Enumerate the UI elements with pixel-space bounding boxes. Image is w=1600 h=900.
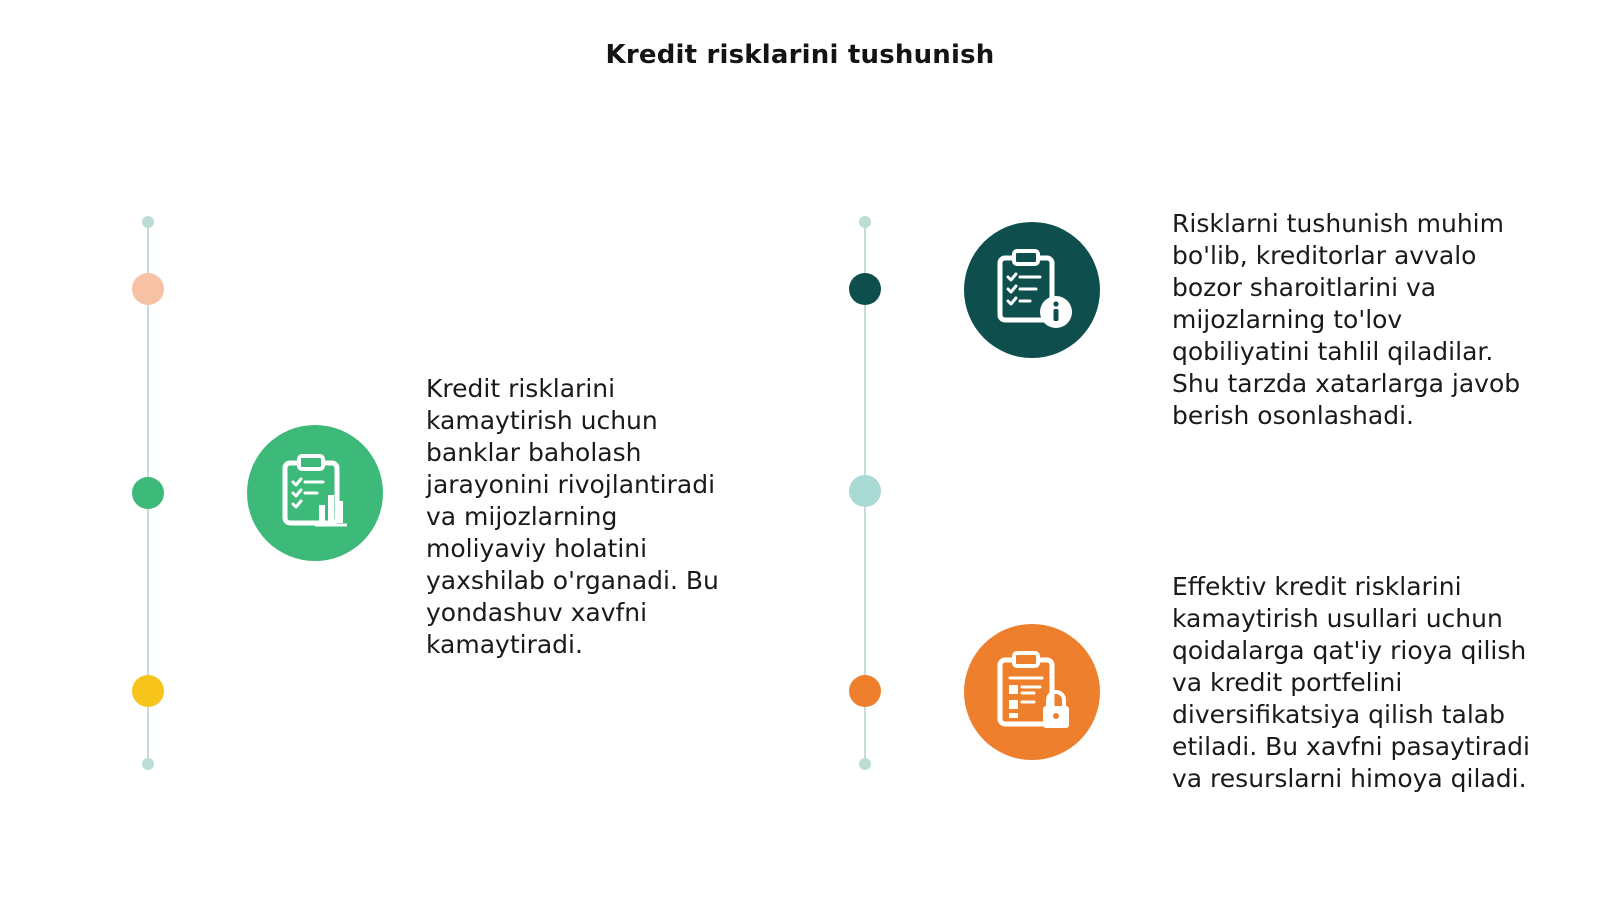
clipboard-chart-icon: [247, 425, 383, 561]
right-timeline-mint-dot: [849, 475, 881, 507]
item-3-text: Effektiv kredit risklarini kamaytirish usullari uchun qoidalarga qat'iy rioya qilish va kredit portfelini diversifikatsiya qilish talab etiladi. Bu xavfni pasaytiradi va resurslarni himoya qiladi.: [1172, 572, 1530, 793]
left-timeline-yellow-dot: [132, 675, 164, 707]
item-1-text: Kredit risklarini kamaytirish uchun banklar baholash jarayonini rivojlantiradi va mijozlarning moliyaviy holatini yaxshilab o'rganadi. Bu yondashuv xavfni kamaytiradi.: [426, 374, 719, 659]
left-timeline-end-dot: [142, 758, 154, 770]
right-timeline-teal-dot: [849, 273, 881, 305]
right-timeline-orange-dot: [849, 675, 881, 707]
left-timeline-start-dot: [142, 216, 154, 228]
right-timeline-end-dot: [859, 758, 871, 770]
clipboard-lock-icon: [964, 624, 1100, 760]
item-2-text: Risklarni tushunish muhim bo'lib, kreditorlar avvalo bozor sharoitlarini va mijozlarning to'lov qobiliyatini tahlil qiladilar. Shu tarzda xatarlarga javob berish osonlashadi.: [1172, 209, 1521, 430]
right-timeline-start-dot: [859, 216, 871, 228]
left-timeline-green-dot: [132, 477, 164, 509]
clipboard-info-icon: [964, 222, 1100, 358]
slide-title: Kredit risklarini tushunish: [605, 40, 995, 70]
left-timeline-peach-dot: [132, 273, 164, 305]
